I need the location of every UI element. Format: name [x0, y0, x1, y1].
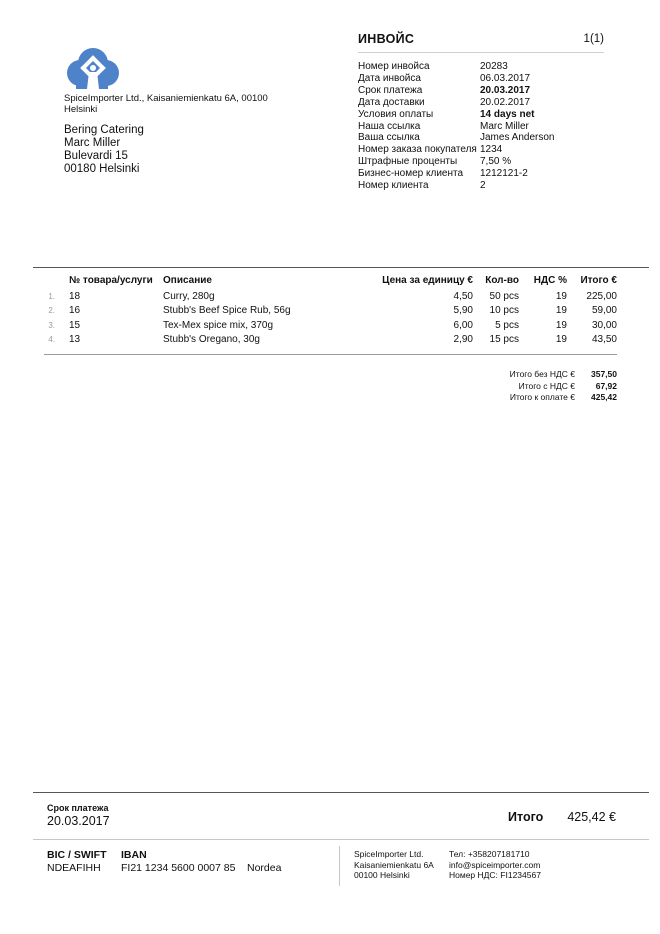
header-description: Описание — [163, 275, 212, 286]
meta-value: 06.03.2017 — [480, 72, 531, 84]
bank-header-row — [47, 849, 281, 862]
meta-label: Номер инвойса — [358, 61, 430, 72]
meta-row — [358, 132, 555, 144]
footer-due-label: Срок платежа — [47, 803, 109, 813]
total-row — [440, 381, 617, 393]
recipient-address — [64, 124, 144, 176]
footer-total-value: 425,42 € — [567, 810, 616, 824]
row-qty: 10 pcs — [489, 305, 519, 317]
meta-row — [358, 73, 555, 85]
recipient-street: Bulevardi 15 — [64, 150, 128, 162]
table-row — [33, 333, 617, 348]
row-unit-price: 4,50 — [453, 290, 473, 302]
header-product-no: № товара/услуги — [69, 275, 153, 286]
meta-value: 2 — [480, 180, 486, 192]
totals-block — [440, 369, 617, 404]
row-product-no: 16 — [69, 305, 81, 317]
row-description: Stubb's Beef Spice Rub, 56g — [163, 305, 291, 317]
total-value: 67,92 — [595, 380, 617, 391]
footer-divider — [33, 792, 649, 793]
row-product-no: 15 — [69, 319, 81, 331]
row-description: Tex-Mex spice mix, 370g — [163, 319, 274, 331]
row-vat: 19 — [555, 305, 567, 317]
footer-total-label: Итого — [508, 810, 544, 824]
meta-label: Ваша ссылка — [358, 132, 420, 144]
meta-label: Срок платежа — [358, 84, 423, 96]
table-row — [33, 289, 617, 304]
meta-row — [358, 144, 555, 156]
total-row — [440, 369, 617, 381]
table-row — [33, 304, 617, 319]
iban-label: IBAN — [121, 849, 147, 861]
recipient-contact: Marc Miller — [64, 137, 121, 149]
row-unit-price: 6,00 — [453, 319, 473, 331]
meta-value: Marc Miller — [480, 120, 529, 132]
row-index: 1. — [48, 291, 55, 301]
meta-value: 20283 — [480, 61, 508, 72]
meta-row — [358, 180, 555, 192]
company-info — [354, 849, 434, 881]
meta-label: Дата доставки — [358, 96, 425, 108]
recipient-name: Bering Catering — [64, 124, 144, 136]
contact-vat-number: Номер НДС: FI1234567 — [449, 870, 541, 881]
header-vat: НДС % — [533, 275, 567, 286]
meta-row — [358, 97, 555, 109]
sender-address-line1: SpiceImporter Ltd., Kaisaniemienkatu 6A, 00100 — [64, 93, 268, 104]
meta-label: Штрафные проценты — [358, 156, 458, 168]
meta-value: 1212121-2 — [480, 168, 528, 180]
total-label: Итого без НДС € — [509, 369, 575, 379]
header-total: Итого € — [580, 275, 617, 286]
meta-label: Наша ссылка — [358, 120, 421, 132]
row-total: 225,00 — [586, 290, 617, 302]
header-unit-price: Цена за единицу € — [382, 275, 473, 286]
title-divider — [358, 52, 604, 53]
row-total: 43,50 — [591, 334, 617, 346]
contact-email: info@spiceimporter.com — [449, 859, 541, 870]
bank-name: Nordea — [247, 862, 282, 874]
row-description: Curry, 280g — [163, 290, 215, 302]
bic-label: BIC / SWIFT — [47, 849, 107, 861]
meta-value: James Anderson — [480, 132, 555, 144]
meta-label: Дата инвойса — [358, 72, 421, 84]
row-vat: 19 — [555, 319, 567, 331]
meta-row — [358, 61, 555, 73]
meta-value: 7,50 % — [480, 156, 512, 168]
row-description: Stubb's Oregano, 30g — [163, 334, 260, 346]
page-number: 1(1) — [583, 33, 604, 45]
row-qty: 50 pcs — [489, 290, 519, 302]
meta-row — [358, 168, 555, 180]
meta-label: Условия оплаты — [358, 108, 434, 120]
sender-address — [64, 93, 294, 115]
table-top-divider — [33, 267, 649, 268]
row-total: 59,00 — [591, 305, 617, 317]
row-product-no: 18 — [69, 290, 81, 302]
total-value: 357,50 — [591, 369, 617, 379]
meta-row — [358, 85, 555, 97]
header-qty: Кол-во — [485, 275, 519, 286]
table-bottom-divider — [44, 354, 617, 355]
row-qty: 5 pcs — [495, 319, 519, 331]
bank-details — [47, 849, 281, 875]
items-table — [33, 272, 617, 347]
row-total: 30,00 — [591, 319, 617, 331]
company-city: 00100 Helsinki — [354, 870, 410, 881]
contact-info — [449, 849, 541, 881]
meta-value: 14 days net — [480, 108, 535, 120]
contact-phone: Тел: +358207181710 — [449, 849, 530, 859]
meta-value: 20.03.2017 — [480, 84, 531, 96]
recipient-city: 00180 Helsinki — [64, 163, 140, 175]
row-vat: 19 — [555, 290, 567, 302]
invoice-meta — [358, 61, 555, 192]
meta-label: Бизнес-номер клиента — [358, 168, 464, 180]
footer-due-value: 20.03.2017 — [47, 814, 110, 828]
footer-bank-divider — [33, 839, 649, 840]
meta-row — [358, 156, 555, 168]
row-unit-price: 5,90 — [453, 305, 473, 317]
company-name: SpiceImporter Ltd. — [354, 849, 424, 859]
total-row — [440, 392, 617, 404]
meta-row — [358, 121, 555, 133]
row-index: 3. — [48, 320, 55, 330]
meta-label: Номер заказа покупателя — [358, 144, 477, 156]
row-unit-price: 2,90 — [453, 334, 473, 346]
row-qty: 15 pcs — [489, 334, 519, 346]
table-header-row — [33, 272, 617, 289]
meta-row — [358, 109, 555, 121]
bank-value-row — [47, 862, 281, 875]
meta-value: 20.02.2017 — [480, 96, 531, 108]
bic-value: NDEAFIHH — [47, 862, 101, 874]
sender-address-line2: Helsinki — [64, 104, 98, 115]
meta-value: 1234 — [480, 144, 503, 156]
total-label: Итого к оплате € — [509, 392, 575, 403]
row-index: 2. — [48, 306, 55, 316]
total-value: 425,42 — [591, 392, 617, 403]
iban-value: FI21 1234 5600 0007 85 — [121, 862, 236, 874]
row-vat: 19 — [555, 334, 567, 346]
table-row — [33, 318, 617, 333]
meta-label: Номер клиента — [358, 180, 429, 192]
invoice-title: ИНВОЙС — [358, 32, 415, 46]
windmill-logo-icon — [64, 46, 120, 92]
company-street: Kaisaniemienkatu 6A — [354, 859, 434, 870]
total-label: Итого с НДС € — [518, 380, 575, 391]
row-index: 4. — [48, 335, 55, 345]
footer-vertical-divider — [339, 846, 340, 886]
row-product-no: 13 — [69, 334, 81, 346]
header-index — [33, 272, 69, 289]
